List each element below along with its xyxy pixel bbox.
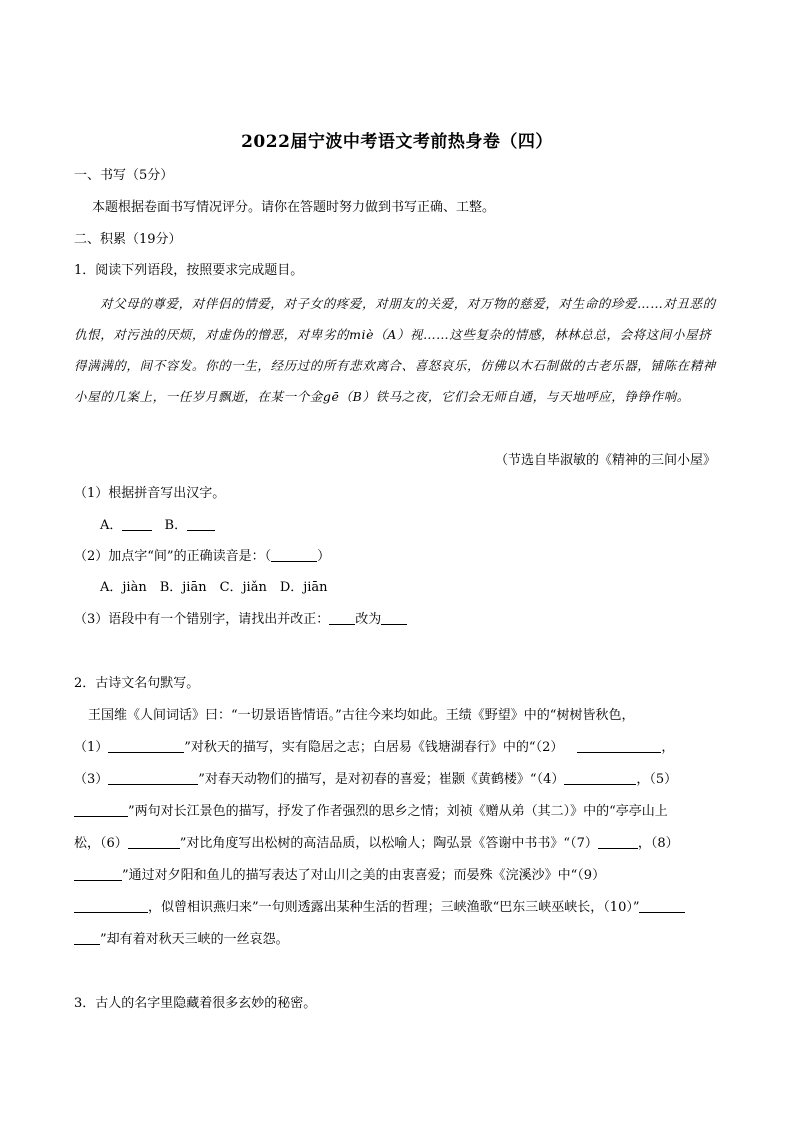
q2-blank-4[interactable] [564,770,636,785]
q2-text-8: ”却有着对秋天三峡的一丝哀怨。 [100,932,289,947]
q2-blank-9[interactable] [74,898,148,913]
q2-blank-2[interactable] [577,738,661,753]
section-1-text: 本题根据卷面书写情况评分。请你在答题时努力做到书写正确、工整。 [92,200,496,215]
section-1-heading: 一、书写（5分） [74,168,174,183]
answer-b-blank[interactable] [187,516,215,531]
q2-blank-10[interactable] [639,898,685,913]
subquestion-2-close: ） [317,549,331,564]
q2-blank-5-label: ，（5） [636,772,678,787]
q2-blank-1-label: （1） [74,740,109,755]
pinyin-options: A．jiàn B．jiān C．jiǎn D．jiān [100,580,328,595]
subquestion-3-text: （3）语段中有一个错别字，请找出并改正： [74,612,330,627]
question-1-passage: 对父母的尊爱，对伴侣的情爱，对子女的疼爱，对朋友的关爱，对万物的慈爱，对生命的珍爱……对丑恶的仇恨，对污浊的厌烦，对虚伪的憎恶，对卑劣的miè（A）视……这些复杂的情感，林林总总，会将这间小屋挤得满满的，间不容发。你的一生，经历过的所有悲欢离合、喜怒哀乐，仿佛以木石制做的古老乐器，铺陈在精神小屋的几案上，一任岁月飘逝，在某一个金gē（B）铁马之夜，它们会无师自通，与天地呼应，铮铮作响。 [74,296,716,404]
q2-text-7: ，似曾相识燕归来”一句则透露出某种生活的哲理；三峡渔歌“巴东三峡巫峡长，（10）” [148,900,640,915]
q2-blank-7[interactable] [598,834,638,849]
q2-line-6 [74,866,734,886]
question-1-stem: 1．阅读下列语段，按照要求完成题目。 [74,263,304,278]
q2-blank-6-label: 松，（6） [74,836,128,851]
q2-comma-2: ， [661,740,675,755]
q2-blank-1[interactable] [108,738,184,753]
section-2-heading: 二、积累（19分） [74,232,182,247]
q2-line-5 [74,834,734,854]
q2-line-7 [74,898,734,918]
q2-blank-8[interactable] [74,866,122,881]
q2-text-5: ”对比角度写出松树的高洁品质，以松喻人；陶弘景《答谢中书书》“（7） [179,836,598,851]
q2-blank-6[interactable] [128,834,180,849]
q2-text-6: ”通过对夕阳和鱼儿的描写表达了对山川之美的由衷喜爱；而晏殊《浣溪沙》中“（9） [122,868,606,883]
q2-line-8 [74,930,734,950]
answer-a-blank[interactable] [122,516,152,531]
q2-line-1: 王国维《人间词话》曰：“一切景语皆情语。”古往今来均如此。王绩《野望》中的“树树皆秋色， [88,708,635,723]
answer-a-label: A． [100,518,123,533]
subquestion-3-mid: 改为 [355,612,382,627]
q2-blank-10-cont[interactable] [74,930,100,945]
q2-text-3: ”对春天动物们的描写，是对初春的喜爱；崔颢《黄鹤楼》“（4） [198,772,565,787]
q2-text-4: ”两句对长江景色的描写，抒发了作者强烈的思乡之情；刘祯《赠从弟（其二）》中的“亭亭山上 [128,804,668,819]
passage-source: （节选自毕淑敏的《精神的三间小屋》 [494,453,716,468]
q2-blank-3[interactable] [108,770,198,785]
q2-blank-3-label: （3） [74,772,109,787]
answer-b-label: B． [164,518,188,533]
subquestion-3-blank-1[interactable] [329,610,355,625]
subquestion-1: （1）根据拼音写出汉字。 [74,486,226,501]
q2-line-2 [74,738,734,758]
subquestion-3 [74,610,734,630]
question-3-stem: 3．古人的名字里隐藏着很多玄妙的秘密。 [74,996,317,1011]
question-2-stem: 2．古诗文名句默写。 [74,676,200,691]
subquestion-2-text: （2）加点字“间”的正确读音是：（ [74,549,272,564]
subquestion-1-answers [100,516,760,536]
q2-text-2: ”对秋天的描写，实有隐居之志；白居易《钱塘湖春行》中的“（2） [184,740,564,755]
subquestion-2 [74,547,734,567]
subquestion-3-blank-2[interactable] [381,610,407,625]
q2-blank-5[interactable] [74,802,128,817]
q2-blank-8-label: ，（8） [637,836,679,851]
q2-line-3 [74,770,734,790]
page-title: 2022届宁波中考语文考前热身卷（四） [241,132,553,152]
q2-line-4 [74,802,734,822]
subquestion-2-blank[interactable] [271,547,317,562]
